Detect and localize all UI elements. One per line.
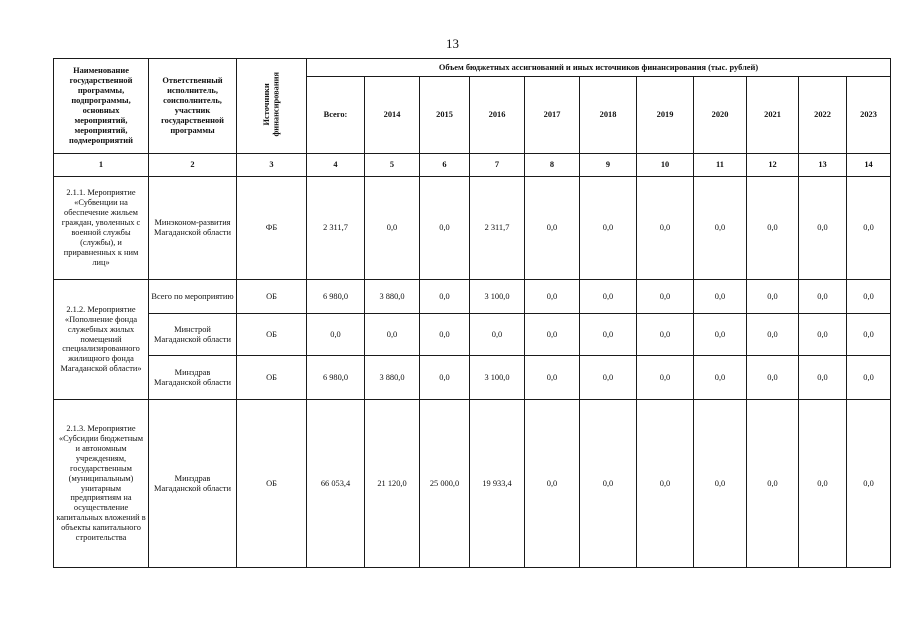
table-row <box>54 356 891 400</box>
column-number: 10 <box>637 154 694 177</box>
executor-cell: Всего по мероприятию <box>149 280 237 314</box>
value-cell: 3 100,0 <box>470 280 525 314</box>
column-number: 12 <box>747 154 799 177</box>
header-year: 2018 <box>580 77 637 154</box>
value-cell: 0,0 <box>694 177 747 280</box>
column-number: 13 <box>799 154 847 177</box>
value-cell: 0,0 <box>637 177 694 280</box>
column-number: 11 <box>694 154 747 177</box>
header-funding-group: Объем бюджетных ассигнований и иных источников финансирования (тыс. рублей) <box>307 59 891 77</box>
value-cell: 2 311,7 <box>470 177 525 280</box>
executor-cell: Минздрав Магаданской области <box>149 400 237 568</box>
column-number: 9 <box>580 154 637 177</box>
executor-cell: Минэконом-развития Магаданской области <box>149 177 237 280</box>
header-year: 2016 <box>470 77 525 154</box>
value-cell: 25 000,0 <box>420 400 470 568</box>
value-cell: 0,0 <box>525 314 580 356</box>
value-cell: 0,0 <box>365 177 420 280</box>
value-cell: 0,0 <box>694 356 747 400</box>
value-cell: 0,0 <box>525 400 580 568</box>
value-cell: 0,0 <box>420 356 470 400</box>
value-cell: 0,0 <box>847 177 891 280</box>
value-cell: 0,0 <box>637 280 694 314</box>
value-cell: 0,0 <box>747 314 799 356</box>
executor-cell: Минстрой Магаданской области <box>149 314 237 356</box>
value-cell: 21 120,0 <box>365 400 420 568</box>
column-number: 7 <box>470 154 525 177</box>
header-year: 2022 <box>799 77 847 154</box>
column-number: 4 <box>307 154 365 177</box>
funding-source-cell: ОБ <box>237 400 307 568</box>
value-cell: 0,0 <box>470 314 525 356</box>
value-cell: 0,0 <box>307 314 365 356</box>
header-year: 2019 <box>637 77 694 154</box>
program-name-cell: 2.1.1. Мероприятие «Субвенции на обеспечение жильем граждан, уволенных с военной службы (службы), и приравненных к ним лиц» <box>54 177 149 280</box>
value-cell: 0,0 <box>799 400 847 568</box>
value-cell: 0,0 <box>525 280 580 314</box>
value-cell: 0,0 <box>580 400 637 568</box>
value-cell: 0,0 <box>420 280 470 314</box>
value-cell: 0,0 <box>799 280 847 314</box>
header-year: 2014 <box>365 77 420 154</box>
funding-source-cell: ОБ <box>237 280 307 314</box>
program-name-cell: 2.1.2. Мероприятие «Пополнение фонда служебных жилых помещений специализированного жилищного фонда Магаданской области» <box>54 280 149 400</box>
value-cell: 0,0 <box>747 400 799 568</box>
value-cell: 6 980,0 <box>307 280 365 314</box>
value-cell: 0,0 <box>420 314 470 356</box>
column-number: 8 <box>525 154 580 177</box>
column-number: 2 <box>149 154 237 177</box>
header-year: 2023 <box>847 77 891 154</box>
table-row <box>54 314 891 356</box>
value-cell: 0,0 <box>799 177 847 280</box>
funding-source-cell: ОБ <box>237 314 307 356</box>
value-cell: 0,0 <box>847 314 891 356</box>
value-cell: 6 980,0 <box>307 356 365 400</box>
budget-table <box>53 58 891 568</box>
header-total: Всего: <box>307 77 365 154</box>
table-row <box>54 280 891 314</box>
funding-source-cell: ФБ <box>237 177 307 280</box>
value-cell: 0,0 <box>580 314 637 356</box>
column-number: 14 <box>847 154 891 177</box>
value-cell: 3 880,0 <box>365 356 420 400</box>
value-cell: 66 053,4 <box>307 400 365 568</box>
header-year: 2015 <box>420 77 470 154</box>
header-year: 2021 <box>747 77 799 154</box>
value-cell: 0,0 <box>694 400 747 568</box>
table-row <box>54 400 891 568</box>
value-cell: 0,0 <box>799 314 847 356</box>
header-funding-source: Источники финансирования <box>237 59 307 154</box>
value-cell: 0,0 <box>580 280 637 314</box>
value-cell: 2 311,7 <box>307 177 365 280</box>
value-cell: 3 880,0 <box>365 280 420 314</box>
value-cell: 0,0 <box>637 356 694 400</box>
executor-cell: Минздрав Магаданской области <box>149 356 237 400</box>
column-number-row <box>54 154 891 177</box>
value-cell: 0,0 <box>747 280 799 314</box>
value-cell: 0,0 <box>525 356 580 400</box>
value-cell: 0,0 <box>580 356 637 400</box>
program-name-cell: 2.1.3. Мероприятие «Субсидии бюджетным и автономным учреждениям, государственным (муниципальным) унитарным предприятиям на осуществление капитальных вложений в объекты капитального строительства <box>54 400 149 568</box>
funding-source-cell: ОБ <box>237 356 307 400</box>
value-cell: 3 100,0 <box>470 356 525 400</box>
value-cell: 0,0 <box>580 177 637 280</box>
header-executor: Ответственный исполнитель, соисполнитель, участник государственной программы <box>149 59 237 154</box>
value-cell: 0,0 <box>799 356 847 400</box>
value-cell: 0,0 <box>365 314 420 356</box>
value-cell: 0,0 <box>747 177 799 280</box>
column-number: 1 <box>54 154 149 177</box>
value-cell: 0,0 <box>637 400 694 568</box>
page-number: 13 <box>446 36 459 51</box>
table-row <box>54 177 891 280</box>
value-cell: 19 933,4 <box>470 400 525 568</box>
value-cell: 0,0 <box>694 280 747 314</box>
value-cell: 0,0 <box>747 356 799 400</box>
value-cell: 0,0 <box>525 177 580 280</box>
value-cell: 0,0 <box>420 177 470 280</box>
column-number: 6 <box>420 154 470 177</box>
value-cell: 0,0 <box>847 280 891 314</box>
value-cell: 0,0 <box>847 356 891 400</box>
value-cell: 0,0 <box>847 400 891 568</box>
column-number: 3 <box>237 154 307 177</box>
header-year: 2020 <box>694 77 747 154</box>
header-year: 2017 <box>525 77 580 154</box>
value-cell: 0,0 <box>694 314 747 356</box>
column-number: 5 <box>365 154 420 177</box>
value-cell: 0,0 <box>637 314 694 356</box>
header-program-name: Наименование государственной программы, подпрограммы, основных мероприятий, мероприятий, подмероприятий <box>54 59 149 154</box>
